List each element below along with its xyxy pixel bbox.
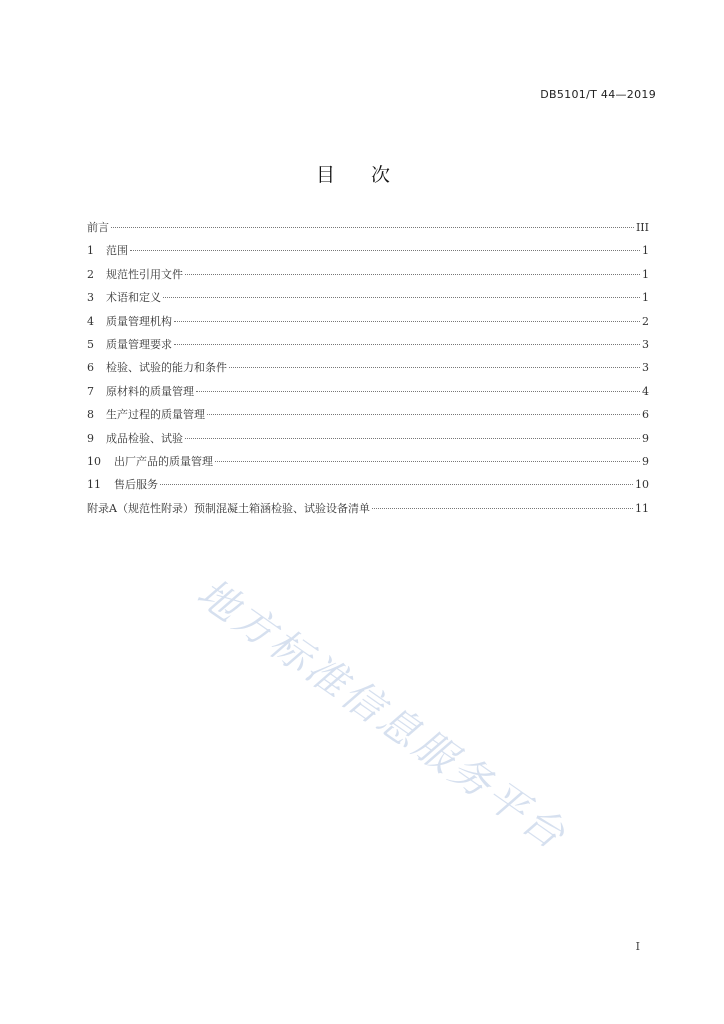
toc-entry-label: 生产过程的质量管理 [106, 408, 205, 422]
toc-leader-dots [215, 461, 640, 462]
toc-entry-2[interactable] [87, 266, 649, 289]
toc-entry-9[interactable] [87, 430, 649, 453]
toc-entry-page: 2 [642, 314, 649, 328]
toc-entry-page: 6 [642, 408, 649, 422]
toc-leader-dots [207, 414, 640, 415]
toc-entry-label: 售后服务 [114, 478, 158, 492]
toc-entry-appendix-a[interactable] [87, 500, 649, 523]
toc-entry-page: 10 [635, 478, 649, 492]
toc-entry-number: 5 [87, 337, 94, 351]
toc-entry-page: 4 [642, 384, 649, 398]
toc-entry-number: 11 [87, 478, 101, 492]
table-of-contents [87, 219, 649, 523]
toc-entry-8[interactable] [87, 406, 649, 429]
toc-entry-page: 3 [642, 361, 649, 375]
toc-entry-5[interactable] [87, 336, 649, 359]
toc-entry-4[interactable] [87, 313, 649, 336]
toc-entry-page: 1 [642, 267, 649, 281]
toc-entry-10[interactable] [87, 453, 649, 476]
toc-entry-number: 7 [87, 384, 94, 398]
toc-entry-label: 附录A（规范性附录）预制混凝土箱涵检验、试验设备清单 [87, 501, 370, 515]
toc-entry-label: 成品检验、试验 [106, 431, 183, 445]
toc-leader-dots [185, 274, 640, 275]
toc-entry-page: 9 [642, 454, 649, 468]
toc-entry-label: 规范性引用文件 [106, 267, 183, 281]
toc-entry-number: 2 [87, 267, 94, 281]
toc-entry-number: 1 [87, 244, 94, 258]
toc-leader-dots [196, 391, 640, 392]
toc-entry-label: 出厂产品的质量管理 [114, 454, 213, 468]
toc-leader-dots [174, 321, 640, 322]
toc-entry-11[interactable] [87, 476, 649, 499]
toc-entry-number: 8 [87, 408, 94, 422]
toc-entry-label: 范围 [106, 244, 128, 258]
toc-entry-6[interactable] [87, 359, 649, 382]
toc-entry-page: 1 [642, 244, 649, 258]
toc-leader-dots [229, 367, 640, 368]
document-code: DB5101/T 44—2019 [540, 88, 656, 101]
toc-leader-dots [185, 438, 640, 439]
toc-entry-number: 9 [87, 431, 94, 445]
toc-entry-1[interactable] [87, 242, 649, 265]
toc-leader-dots [174, 344, 640, 345]
toc-entry-label: 质量管理机构 [106, 314, 172, 328]
toc-entry-page: 9 [642, 431, 649, 445]
toc-entry-page: 11 [635, 501, 649, 515]
toc-entry-page: 1 [642, 291, 649, 305]
page-title: 目次 [315, 164, 426, 186]
toc-entry-3[interactable] [87, 289, 649, 312]
toc-leader-dots [372, 508, 633, 509]
toc-entry-number: 10 [87, 454, 101, 468]
toc-leader-dots [130, 250, 640, 251]
toc-entry-page: 3 [642, 337, 649, 351]
toc-entry-label: 前言 [87, 221, 109, 234]
toc-leader-dots [160, 484, 633, 485]
page-number: I [635, 940, 640, 953]
toc-leader-dots [111, 227, 634, 228]
toc-entry-number: 4 [87, 314, 94, 328]
toc-entry-number: 3 [87, 291, 94, 305]
watermark: 地方标准信息服务平台 [188, 569, 576, 860]
toc-entry-preface[interactable] [87, 219, 649, 242]
toc-entry-label: 检验、试验的能力和条件 [106, 361, 227, 375]
toc-entry-number: 6 [87, 361, 94, 375]
toc-entry-page: III [635, 221, 649, 234]
toc-entry-label: 术语和定义 [106, 291, 161, 305]
toc-leader-dots [163, 297, 640, 298]
toc-entry-label: 质量管理要求 [106, 337, 172, 351]
toc-entry-7[interactable] [87, 383, 649, 406]
toc-entry-label: 原材料的质量管理 [106, 384, 194, 398]
